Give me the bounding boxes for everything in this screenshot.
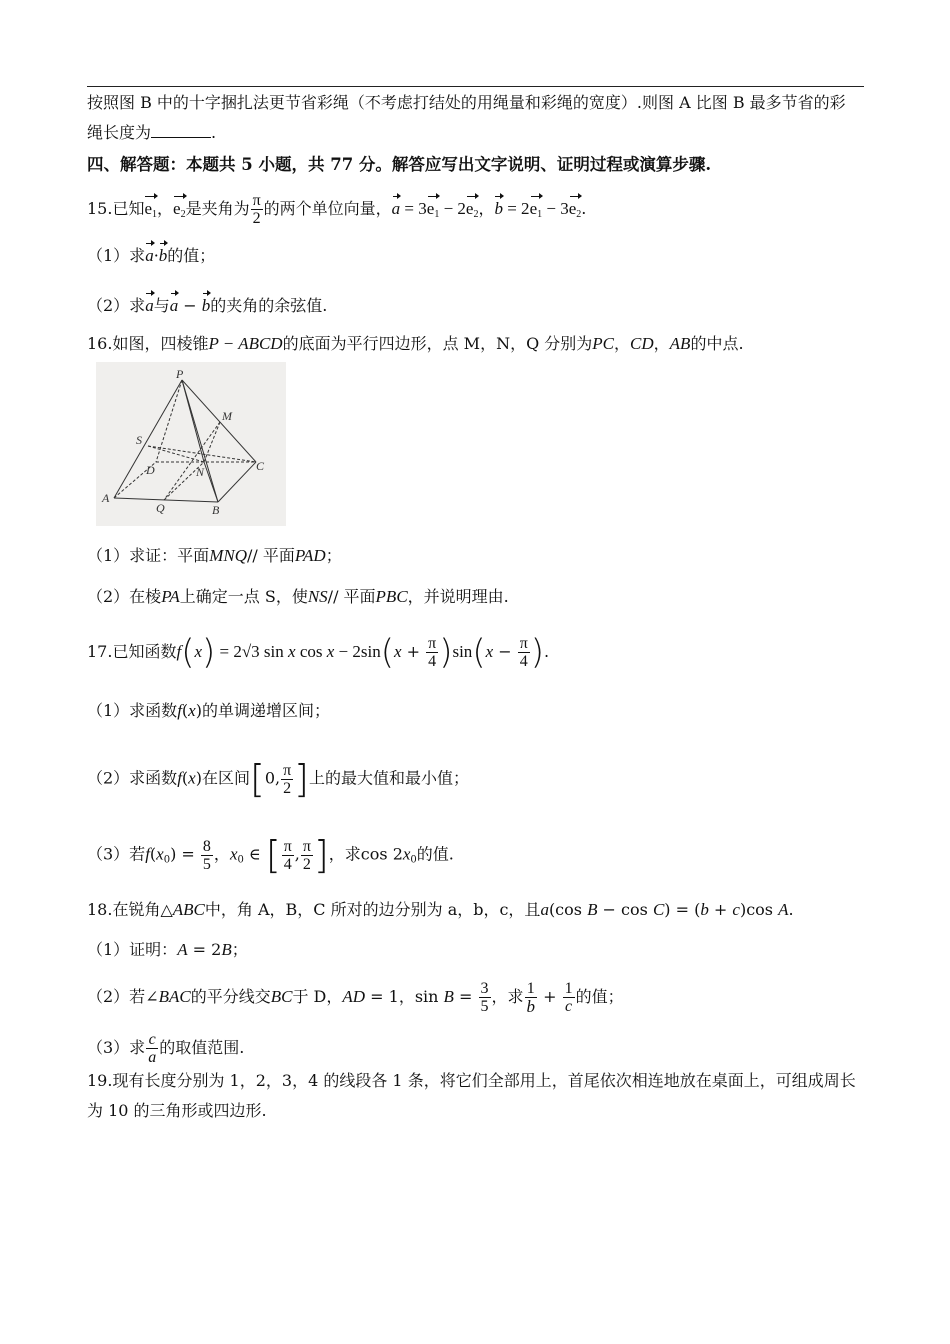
question-19-line2: 为 10 的三角形或四边形. [87,1101,267,1120]
answer-blank [151,123,211,138]
label-p: P [176,367,184,381]
question-18: 18.在锐角△ABC中，角 A，B，C 所对的边分别为 a，b，c，且a(cos B − cos C) = (b + c)cos A. [87,900,794,919]
label-c: C [256,459,265,473]
question-17: 17.已知函数f(x) = 2√3 sin x cos x − 2sin(x + $\frac{\pi}{4}$ )sin(x − $\frac{\pi}{4}$ ). [87,632,550,673]
question-16-part2: （2）在棱PA上确定一点 S，使NS// 平面PBC，并说明理由. [87,587,509,606]
label-a: A [102,491,110,505]
top-rule [87,86,864,87]
question-18-part3: （3）求 $\frac{c}{a}$ 的取值范围. [87,1031,245,1066]
question-19-line1: 19.现有长度分别为 1，2，3，4 的线段各 1 条，将它们全部用上，首尾依次相连地放在桌面上，可组成周长 [87,1071,856,1090]
label-s: S [136,433,142,447]
question-17-part1: （1）求函数f(x)的单调递增区间； [87,701,330,720]
question-16-part1: （1）求证：平面MNQ// 平面PAD； [87,546,342,565]
label-q: Q [156,501,165,515]
continued-text-line2: 绳长度为 . [87,123,217,142]
section-heading: 四、解答题：本题共 5 小题，共 77 分。解答应写出文字说明、证明过程或演算步骤. [87,155,712,174]
question-17-part3: （3）若f(x0) = $\frac{8}{5}$ ，x0 ∈ [ $\frac{\pi}{4}$ , $\frac{\pi}{2}$ ]，求cos 2x0的值. [87,833,454,877]
question-18-part1: （1）证明：A = 2B； [87,940,248,959]
question-16: 16.如图，四棱锥P − ABCD的底面为平行四边形，点 M，N，Q 分别为PC，CD，AB的中点. [87,334,744,353]
question-17-part2: （2）求函数f(x)在区间[0, $\frac{\pi}{2}$ ]上的最大值和最小值； [87,757,469,801]
label-b: B [212,503,220,517]
label-m: M [222,409,232,423]
continued-text-line1: 按照图 B 中的十字捆扎法更节省彩绳（不考虑打结处的用绳量和彩绳的宽度）.则图 A 比图 B 最多节省的彩 [87,93,846,112]
question-15-part1: （1）求a·b的值； [87,246,216,265]
label-d: D [146,463,155,477]
question-18-part2: （2）若∠BAC的平分线交BC于 D，AD = 1，sin B = $\frac{3}{5}$ ，求 $\frac{1}{b}$ + $\frac{1}{c}$ 的值； [87,980,624,1016]
question-15: 15.已知e1，e2是夹角为 $\frac{\pi}{2}$ 的两个单位向量，a = 3e1 − 2e2，b = 2e1 − 3e2. [87,192,587,227]
question-15-part2: （2）求a与a − b的夹角的余弦值. [87,296,328,315]
label-n: N [196,465,205,479]
pyramid-figure [96,362,286,526]
